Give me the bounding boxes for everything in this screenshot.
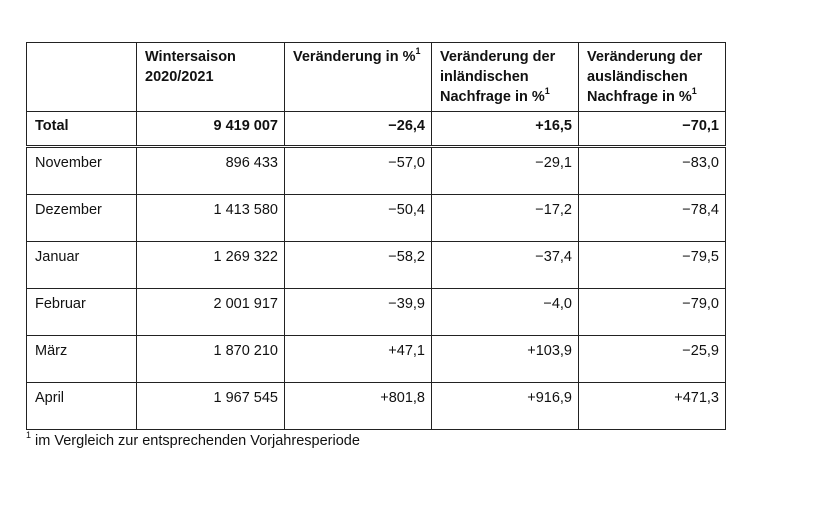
cell-season: 1 870 210 [137, 336, 285, 383]
footnote-text: im Vergleich zur entsprechenden Vorjahresperiode [35, 433, 360, 449]
cell-season: 1 269 322 [137, 242, 285, 289]
footnote-mark: 1 [26, 430, 32, 440]
footnote-mark: 1 [544, 86, 550, 96]
header-row [27, 43, 726, 112]
cell-change: −58,2 [285, 242, 432, 289]
row-label: Januar [27, 242, 137, 289]
row-label: Dezember [27, 195, 137, 242]
cell-change: −57,0 [285, 147, 432, 195]
table-row [27, 336, 726, 383]
footnote-mark: 1 [415, 46, 421, 56]
cell-season: 1 967 545 [137, 383, 285, 430]
table-row [27, 147, 726, 195]
footnote [26, 430, 360, 449]
footnote-mark: 1 [691, 86, 697, 96]
header-cell-foreign: Veränderung der ausländischen Nachfrage in %$^1$ [579, 43, 726, 112]
cell-foreign: −70,1 [579, 112, 726, 147]
row-label: November [27, 147, 137, 195]
table-row [27, 383, 726, 430]
header-cell-domestic: Veränderung der inländischen Nachfrage in %$^1$ [432, 43, 579, 112]
cell-domestic: +103,9 [432, 336, 579, 383]
table-row [27, 195, 726, 242]
cell-change: −26,4 [285, 112, 432, 147]
header-cell-season: Wintersaison 2020/2021 [137, 43, 285, 112]
cell-domestic: −29,1 [432, 147, 579, 195]
cell-season: 896 433 [137, 147, 285, 195]
row-label: Total [27, 112, 137, 147]
cell-domestic: +16,5 [432, 112, 579, 147]
row-label: März [27, 336, 137, 383]
data-table [26, 42, 726, 430]
cell-foreign: −78,4 [579, 195, 726, 242]
row-label: Februar [27, 289, 137, 336]
cell-foreign: −25,9 [579, 336, 726, 383]
table-row [27, 242, 726, 289]
table-row [27, 289, 726, 336]
cell-change: +801,8 [285, 383, 432, 430]
cell-domestic: +916,9 [432, 383, 579, 430]
cell-foreign: −79,5 [579, 242, 726, 289]
cell-foreign: +471,3 [579, 383, 726, 430]
cell-foreign: −79,0 [579, 289, 726, 336]
cell-foreign: −83,0 [579, 147, 726, 195]
row-label: April [27, 383, 137, 430]
cell-domestic: −17,2 [432, 195, 579, 242]
cell-season: 1 413 580 [137, 195, 285, 242]
cell-change: −39,9 [285, 289, 432, 336]
header-cell-empty [27, 43, 137, 112]
cell-change: −50,4 [285, 195, 432, 242]
total-row [27, 112, 726, 147]
header-cell-change: Veränderung in %$^1$ [285, 43, 432, 112]
cell-change: +47,1 [285, 336, 432, 383]
cell-domestic: −4,0 [432, 289, 579, 336]
cell-season: 9 419 007 [137, 112, 285, 147]
cell-domestic: −37,4 [432, 242, 579, 289]
cell-season: 2 001 917 [137, 289, 285, 336]
